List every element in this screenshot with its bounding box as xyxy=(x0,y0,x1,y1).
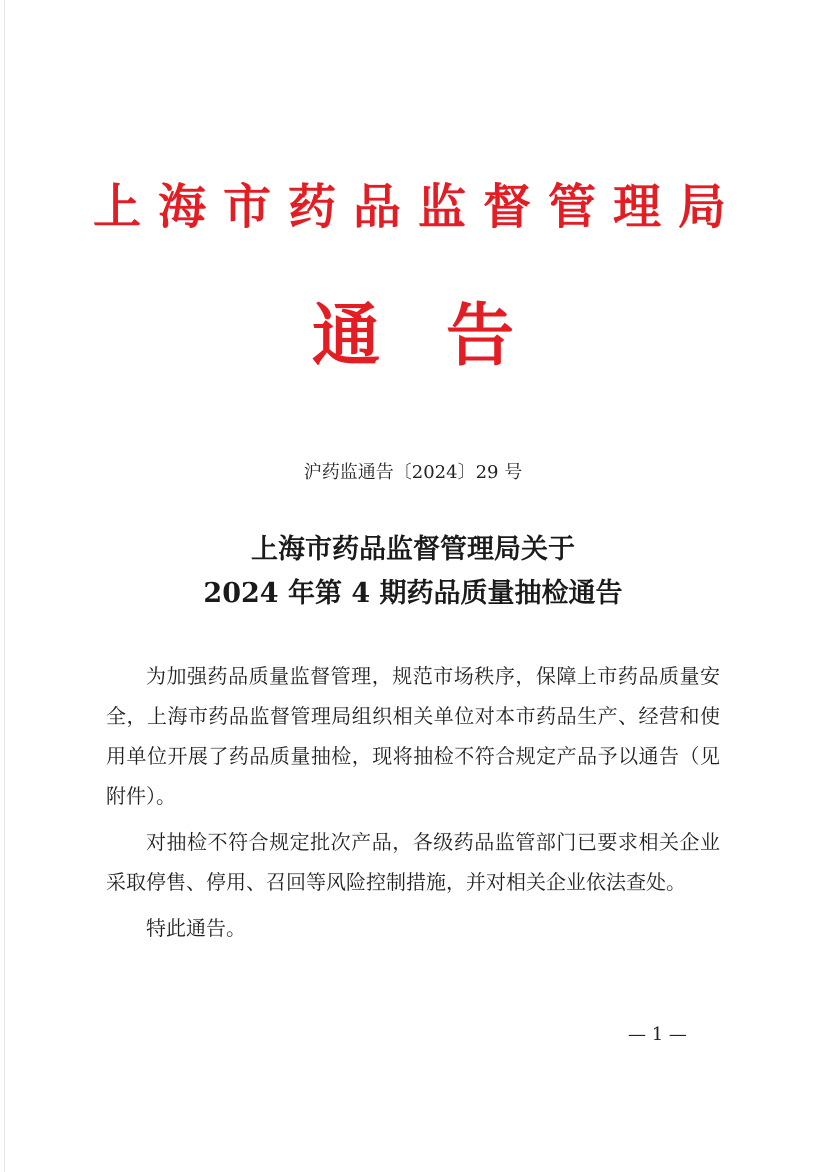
document-title-line-2: 2024 年第 4 期药品质量抽检通告 xyxy=(203,578,623,609)
document-body xyxy=(106,656,720,954)
document-title xyxy=(0,528,826,616)
notice-kind-left: 通 xyxy=(311,296,380,376)
notice-kind-right: 告 xyxy=(446,296,515,376)
document-title-line-1: 上海市药品监督管理局关于 xyxy=(251,534,575,565)
page-number: — 1 — xyxy=(628,1024,687,1045)
body-paragraph-3: 特此通告。 xyxy=(146,916,246,940)
notice-kind-heading xyxy=(0,296,826,376)
body-paragraph-2: 对抽检不符合规定批次产品，各级药品监管部门已要求相关企业采取停售、停用、召回等风险控制措施，并对相关企业依法查处。 xyxy=(106,830,720,894)
body-paragraph-1: 为加强药品质量监督管理，规范市场秩序，保障上市药品质量安全，上海市药品监督管理局组织相关单位对本市药品生产、经营和使用单位开展了药品质量抽检，现将抽检不符合规定产品予以通告（见附件）。 xyxy=(106,664,720,808)
document-number: 沪药监通告〔2024〕29 号 xyxy=(303,462,523,483)
issuer-header: 上海市药品监督管理局 xyxy=(92,179,743,235)
